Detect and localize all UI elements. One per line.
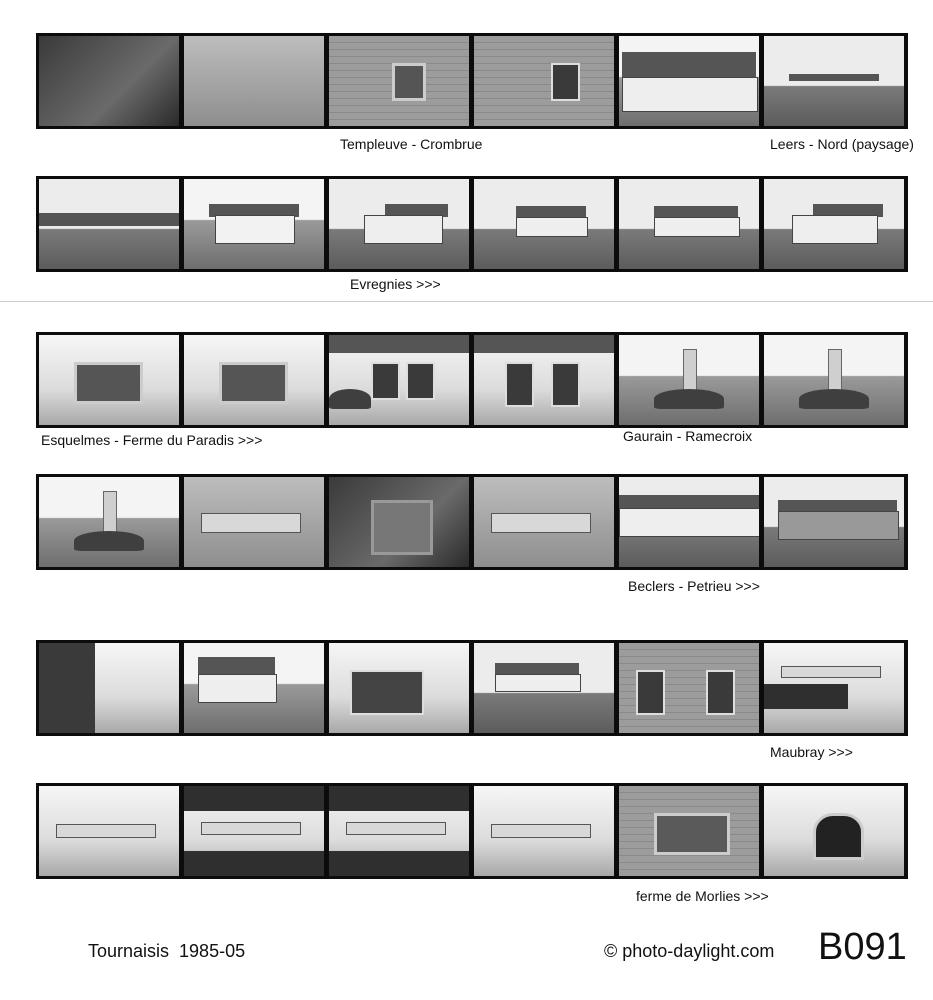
photo-frame	[184, 335, 324, 425]
photo-frame	[39, 335, 179, 425]
caption-morlies: ferme de Morlies >>>	[636, 888, 769, 904]
photo-frame	[764, 179, 904, 269]
photo-frame	[474, 643, 614, 733]
photo-frame	[39, 643, 179, 733]
contact-strip-5	[36, 640, 908, 736]
caption-leers: Leers - Nord (paysage)	[770, 136, 914, 152]
photo-frame	[619, 477, 759, 567]
contact-strip-3	[36, 332, 908, 428]
sheet-title: Tournaisis 1985-05	[88, 941, 246, 961]
photo-frame	[619, 643, 759, 733]
photo-frame	[329, 335, 469, 425]
contact-strip-2	[36, 176, 908, 272]
photo-frame	[184, 643, 324, 733]
photo-frame	[474, 36, 614, 126]
copyright-text: © photo-daylight.com	[604, 941, 775, 961]
caption-templeuve: Templeuve - Crombrue	[340, 136, 483, 152]
photo-frame	[764, 786, 904, 876]
photo-frame	[39, 477, 179, 567]
divider-line	[0, 301, 933, 302]
photo-frame	[619, 786, 759, 876]
caption-esquelmes: Esquelmes - Ferme du Paradis >>>	[41, 432, 263, 448]
photo-frame	[619, 179, 759, 269]
caption-maubray: Maubray >>>	[770, 744, 853, 760]
caption-gaurain: Gaurain - Ramecroix	[623, 428, 753, 444]
photo-frame	[329, 179, 469, 269]
photo-frame	[474, 477, 614, 567]
photo-frame	[329, 477, 469, 567]
photo-frame	[39, 36, 179, 126]
photo-frame	[184, 179, 324, 269]
photo-frame	[764, 477, 904, 567]
photo-frame	[619, 36, 759, 126]
contact-strip-4	[36, 474, 908, 570]
photo-frame	[619, 335, 759, 425]
contact-strip-1	[36, 33, 908, 129]
photo-frame	[329, 36, 469, 126]
photo-frame	[39, 179, 179, 269]
contact-strip-6	[36, 783, 908, 879]
photo-frame	[184, 477, 324, 567]
photo-frame	[184, 36, 324, 126]
sheet-code: B091	[818, 926, 907, 968]
photo-frame	[474, 786, 614, 876]
photo-frame	[764, 335, 904, 425]
photo-frame	[39, 786, 179, 876]
photo-frame	[329, 643, 469, 733]
photo-frame	[184, 786, 324, 876]
photo-frame	[474, 335, 614, 425]
photo-frame	[474, 179, 614, 269]
photo-frame	[764, 36, 904, 126]
photo-frame	[329, 786, 469, 876]
photo-frame	[764, 643, 904, 733]
caption-beclers: Beclers - Petrieu >>>	[628, 578, 760, 594]
caption-evregnies: Evregnies >>>	[350, 276, 441, 292]
